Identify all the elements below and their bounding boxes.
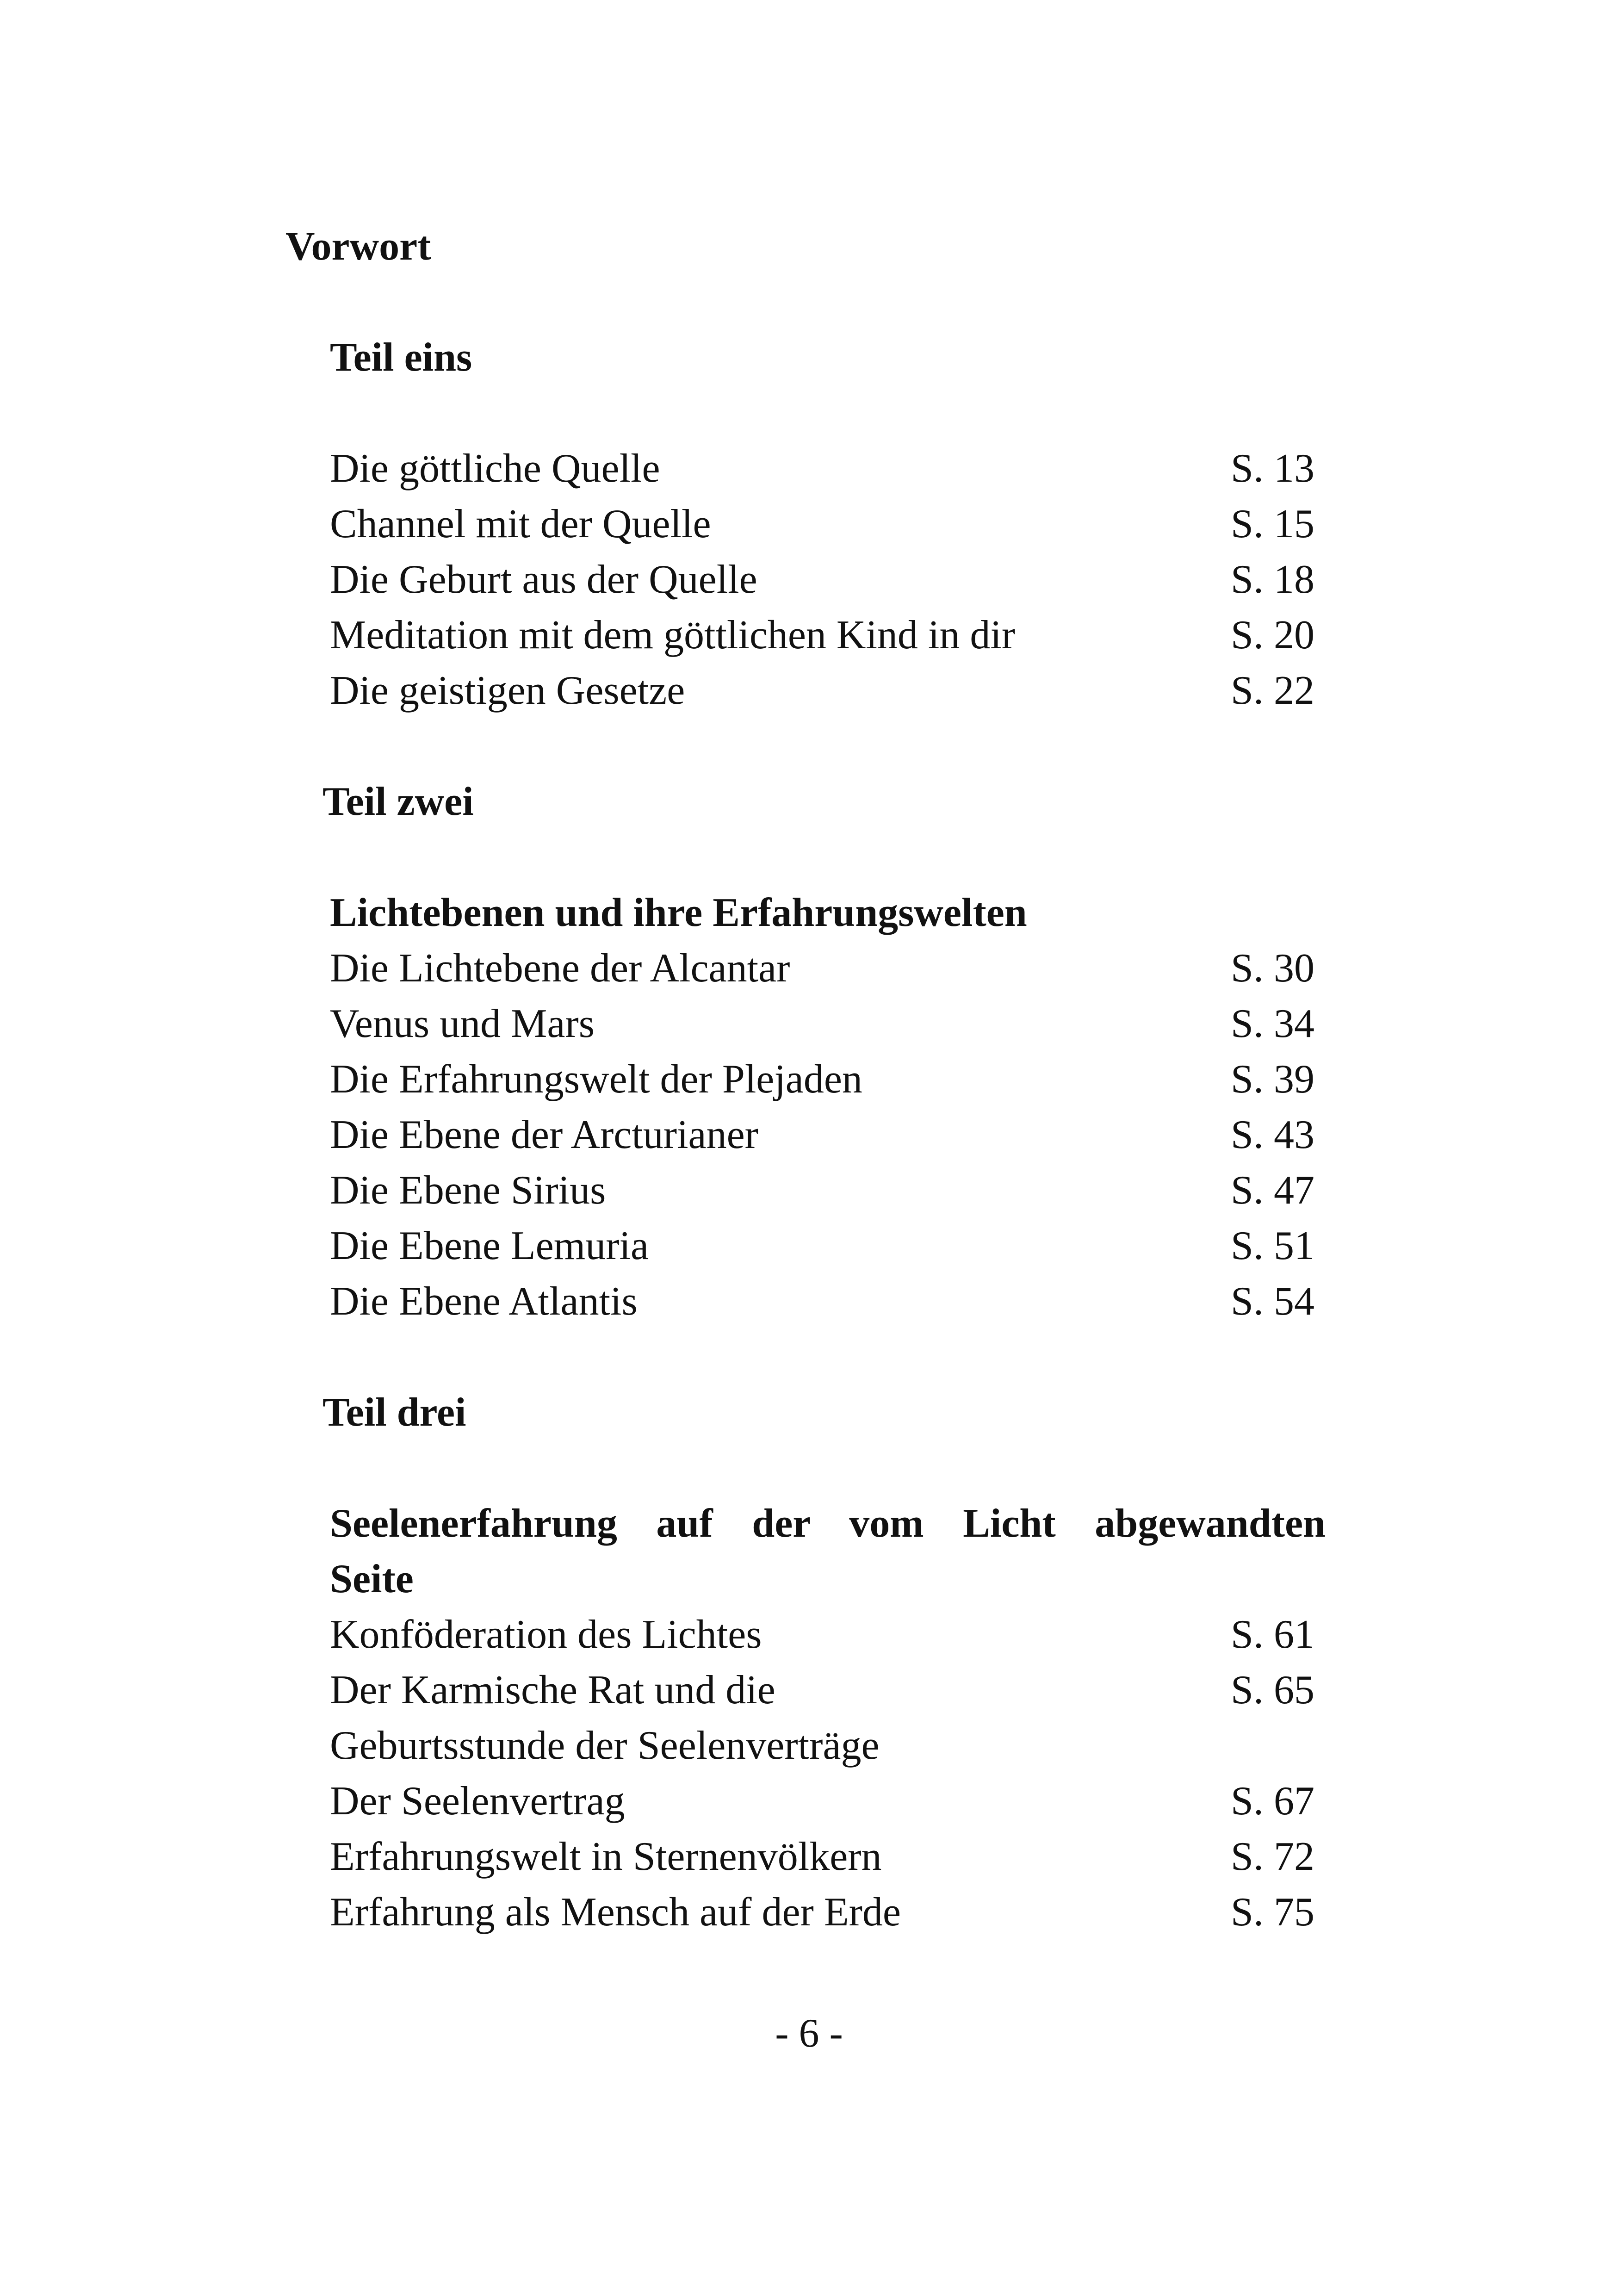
toc-entry-title: Erfahrung als Mensch auf der Erde <box>330 1890 901 1935</box>
toc-entry-page: S. 54 <box>1231 1279 1314 1324</box>
toc-entry-page: S. 67 <box>1231 1779 1314 1824</box>
toc-entry-title: Channel mit der Quelle <box>330 502 711 546</box>
toc-entry-page: S. 72 <box>1231 1834 1314 1879</box>
toc-entry-title: Der Karmische Rat und die <box>330 1668 775 1713</box>
toc-entry-page: S. 39 <box>1231 1057 1314 1102</box>
toc-entry-title: Die Lichtebene der Alcantar <box>330 946 790 991</box>
teil-drei-subheading: Seelenerfahrung auf der vom Licht abgewandten <box>330 1501 1326 1546</box>
teil-zwei-heading: Teil zwei <box>322 779 474 824</box>
toc-entry-title: Die Geburt aus der Quelle <box>330 557 757 602</box>
toc-entry-title: Die Ebene Atlantis <box>330 1279 638 1324</box>
toc-entry-page: S. 47 <box>1231 1168 1314 1213</box>
toc-entry-title: Die geistigen Gesetze <box>330 668 685 713</box>
toc-entry-title: Die Ebene der Arcturianer <box>330 1112 758 1157</box>
toc-entry-title: Die Erfahrungswelt der Plejaden <box>330 1057 862 1102</box>
teil-eins-heading: Teil eins <box>330 335 472 380</box>
toc-entry-page: S. 61 <box>1231 1612 1314 1657</box>
toc-entry-page: S. 20 <box>1231 613 1314 658</box>
toc-entry-page: S. 22 <box>1231 668 1314 713</box>
toc-entry-page: S. 34 <box>1231 1001 1314 1046</box>
toc-entry-title: Meditation mit dem göttlichen Kind in dir <box>330 613 1016 658</box>
toc-entry-title: Venus und Mars <box>330 1001 595 1046</box>
toc-entry-page: S. 15 <box>1231 502 1314 546</box>
toc-entry-page: S. 65 <box>1231 1668 1314 1713</box>
toc-entry-title: Die göttliche Quelle <box>330 446 660 491</box>
toc-entry-title: Der Seelenvertrag <box>330 1779 625 1824</box>
toc-entry-title: Geburtsstunde der Seelenverträge <box>330 1723 880 1768</box>
toc-entry-title: Konföderation des Lichtes <box>330 1612 762 1657</box>
toc-entry-page: S. 75 <box>1231 1890 1314 1935</box>
toc-entry-title: Die Ebene Sirius <box>330 1168 606 1213</box>
page-number: - 6 - <box>775 2011 843 2056</box>
toc-entry-title: Erfahrungswelt in Sternenvölkern <box>330 1834 882 1879</box>
toc-entry-page: S. 13 <box>1231 446 1314 491</box>
vorwort-heading: Vorwort <box>285 224 431 269</box>
toc-entry-page: S. 51 <box>1231 1223 1314 1268</box>
teil-drei-subheading-continued: Seite <box>330 1557 414 1601</box>
teil-drei-heading: Teil drei <box>322 1390 466 1435</box>
toc-entry-page: S. 43 <box>1231 1112 1314 1157</box>
toc-entry-page: S. 18 <box>1231 557 1314 602</box>
toc-entry-title: Die Ebene Lemuria <box>330 1223 649 1268</box>
teil-zwei-subheading: Lichtebenen und ihre Erfahrungswelten <box>330 890 1027 935</box>
toc-entry-page: S. 30 <box>1231 946 1314 991</box>
